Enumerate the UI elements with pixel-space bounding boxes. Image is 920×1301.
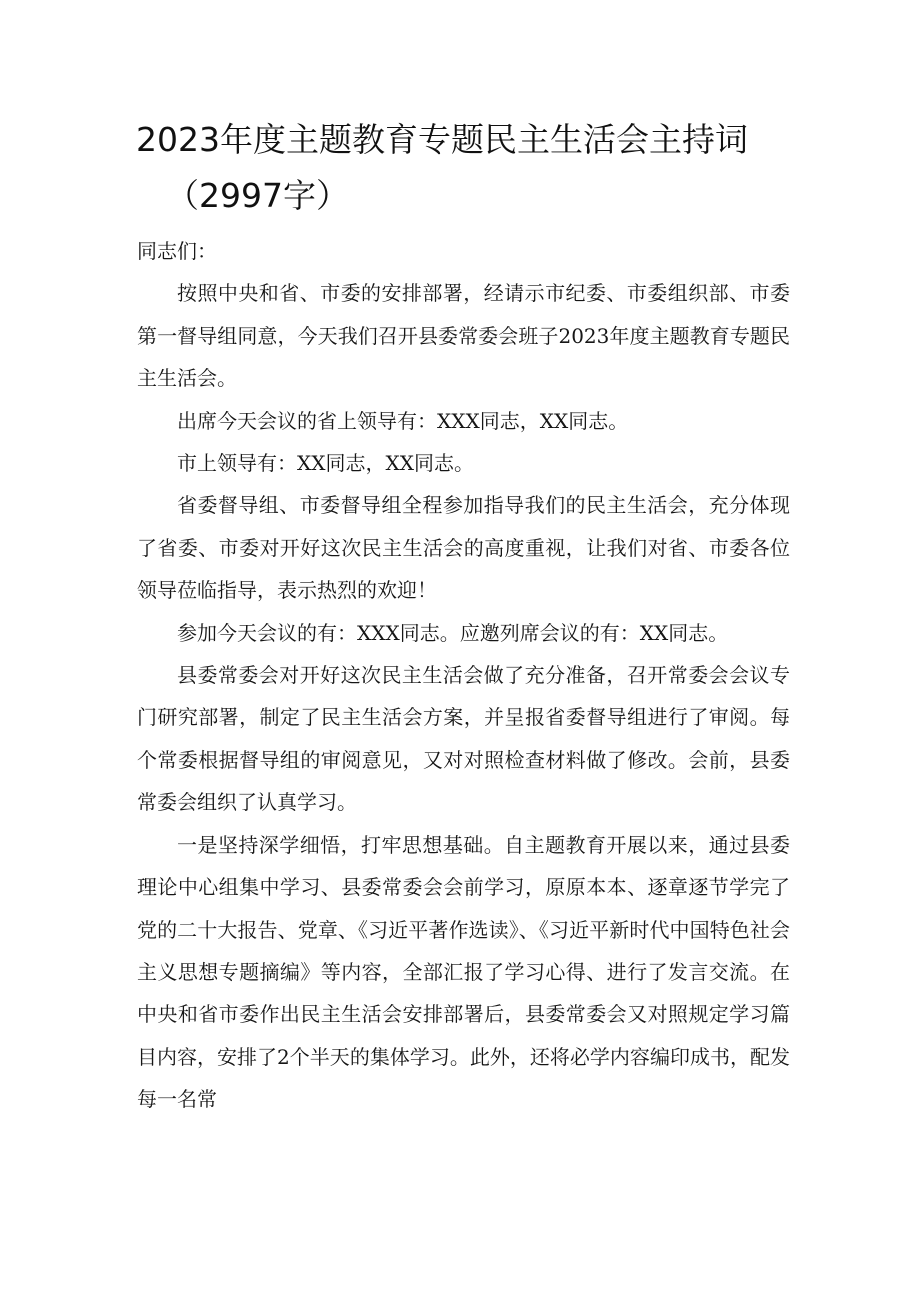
paragraph: 按照中央和省、市委的安排部署，经请示市纪委、市委组织部、市委第一督导组同意，今天我们召开县委常委会班子2023年度主题教育专题民主生活会。	[137, 281, 790, 391]
document-subtitle: （2997字）	[166, 176, 349, 215]
paragraph: 参加今天会议的有：XXX同志。应邀列席会议的有：XX同志。	[177, 620, 729, 645]
paragraph: 出席今天会议的省上领导有：XXX同志，XX同志。	[177, 408, 629, 433]
document-body	[137, 230, 790, 1121]
paragraph: 市上领导有：XX同志，XX同志。	[177, 451, 474, 476]
paragraph: 一是坚持深学细悟，打牢思想基础。自主题教育开展以来，通过县委理论中心组集中学习、县委常委会会前学习，原原本本、逐章逐节学完了党的二十大报告、党章、《习近平著作选读》、《习近平新时代中国特色社会主义思想专题摘编》等内容，全部汇报了学习心得、进行了发言交流。在中央和省市委作出民主生活会安排部署后，县委常委会又对照规定学习篇目内容，安排了2个半天的集体学习。此外，还将必学内容编印成书，配发每一名常	[137, 832, 790, 1112]
salutation: 同志们：	[137, 239, 217, 263]
paragraph: 省委督导组、市委督导组全程参加指导我们的民主生活会，充分体现了省委、市委对开好这次民主生活会的高度重视，让我们对省、市委各位领导莅临指导，表示热烈的欢迎！	[137, 493, 790, 603]
document-title: 2023年度主题教育专题民主生活会主持词	[136, 120, 748, 159]
paragraph: 县委常委会对开好这次民主生活会做了充分准备，召开常委会会议专门研究部署，制定了民主生活会方案，并呈报省委督导组进行了审阅。每个常委根据督导组的审阅意见，又对对照检查材料做了修改。会前，县委常委会组织了认真学习。	[137, 663, 790, 815]
